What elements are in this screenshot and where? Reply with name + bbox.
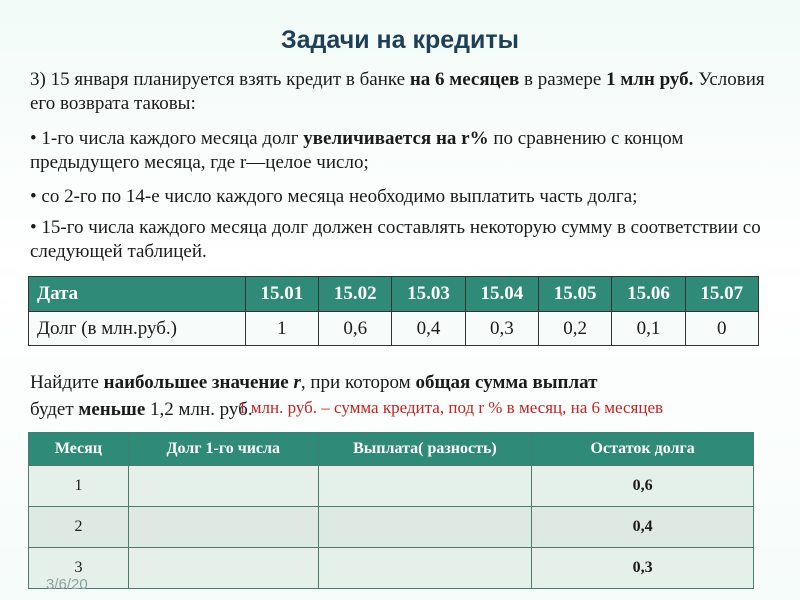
table-cell: 2 (29, 507, 129, 548)
table-cell: 1 (29, 466, 129, 507)
intro-text-2: в размере (519, 69, 607, 90)
bullet-1-text-2: по сравнению с концом предыдущего месяца, где r—целое число; (30, 128, 684, 173)
problem-intro (30, 68, 770, 116)
table-cell (128, 466, 318, 507)
table-cell: 0,4 (392, 312, 465, 346)
table-cell: 0,2 (538, 312, 611, 346)
question-bold-3: меньше (78, 399, 146, 420)
header-cell: 15.02 (319, 277, 392, 312)
bullet-1-bold: увеличивается на r% (303, 128, 489, 149)
debt-schedule-table (28, 276, 759, 346)
question-text: Найдите (30, 372, 104, 393)
header-cell: Месяц (29, 433, 129, 466)
question-text-2: , при котором (300, 372, 416, 393)
table-cell: 0,1 (612, 312, 685, 346)
header-cell: Остаток долга (532, 433, 754, 466)
table-cell (318, 507, 532, 548)
table-row (29, 507, 754, 548)
intro-amount: 1 млн руб. (606, 69, 694, 90)
question-variable: r (293, 372, 301, 393)
header-cell: Выплата( разность) (318, 433, 532, 466)
question-bold-2: общая сумма выплат (415, 372, 598, 393)
question-line-1 (30, 371, 770, 395)
slide-title: Задачи на кредиты (280, 26, 519, 54)
debt-table-header-row (29, 277, 759, 312)
table-cell (128, 548, 318, 589)
header-cell: Долг 1-го числа (128, 433, 318, 466)
header-cell: Дата (29, 277, 246, 312)
header-cell: 15.06 (612, 277, 685, 312)
table-row (29, 548, 754, 589)
intro-text-3: Условия его возврата таковы: (30, 69, 765, 114)
table-cell: 0,6 (532, 466, 754, 507)
header-cell: 15.05 (538, 277, 611, 312)
payment-table (28, 432, 754, 589)
bullet-1 (30, 127, 770, 175)
table-cell: 0,3 (465, 312, 538, 346)
debt-table-row (29, 312, 759, 346)
table-cell: 0,3 (532, 548, 754, 589)
question-bold: наибольшее значение (103, 372, 294, 393)
header-cell: 15.07 (685, 277, 758, 312)
bullet-2: • со 2-го по 14-е число каждого месяца необходимо выплатить часть долга; (30, 186, 638, 207)
header-cell: 15.04 (465, 277, 538, 312)
payment-table-header-row (29, 433, 754, 466)
table-cell (318, 548, 532, 589)
table-cell: 1 (245, 312, 318, 346)
intro-term: на 6 месяцев (409, 69, 520, 90)
table-cell: 0,6 (319, 312, 392, 346)
header-cell: 15.01 (245, 277, 318, 312)
table-row (29, 466, 754, 507)
table-cell: Долг (в млн.руб.) (29, 312, 246, 346)
header-cell: 15.03 (392, 277, 465, 312)
red-annotation: 1 млн. руб. – сумма кредита, под r % в месяц, на 6 месяцев (238, 398, 664, 417)
table-cell: 0 (685, 312, 758, 346)
question-text-4: 1,2 млн. руб. (145, 399, 253, 420)
intro-text: 3) 15 января планируется взять кредит в банке (30, 69, 410, 90)
question-text-3: будет (30, 399, 79, 420)
table-cell: 0,4 (532, 507, 754, 548)
table-cell (318, 466, 532, 507)
bullet-3: • 15-го числа каждого месяца долг должен составлять некоторую сумму в соответствии со следующей таблицей. (30, 217, 761, 262)
table-cell: 3 (29, 548, 129, 589)
table-cell (128, 507, 318, 548)
bullet-1-text: • 1-го числа каждого месяца долг (30, 128, 304, 149)
footer-date: 3/6/20 (46, 576, 88, 593)
